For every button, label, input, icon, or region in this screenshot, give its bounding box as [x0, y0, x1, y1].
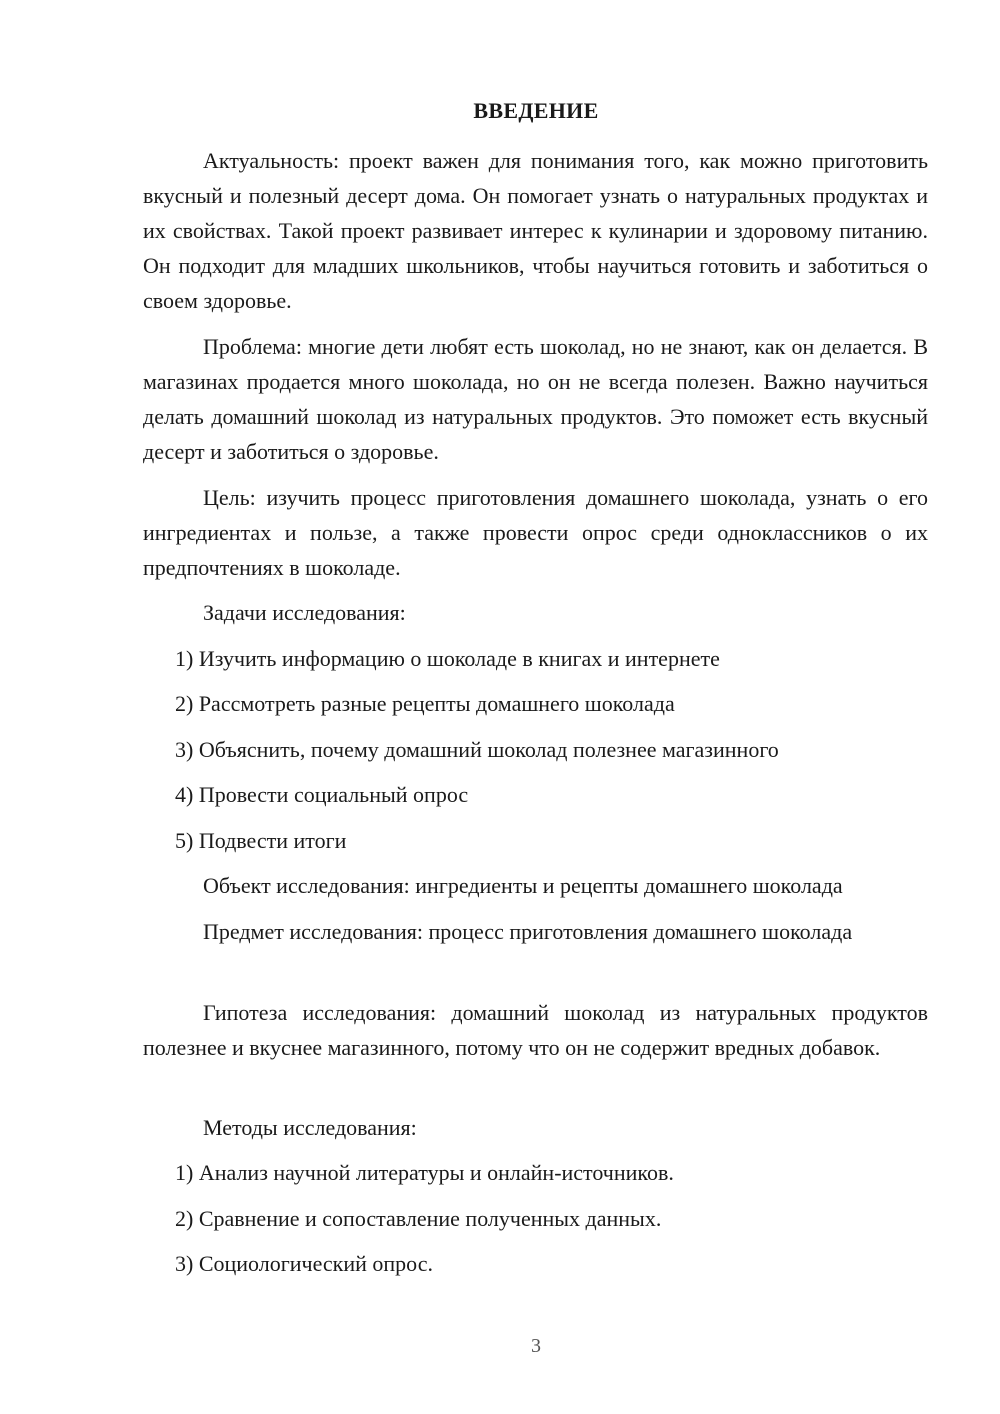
method-item: 1) Анализ научной литературы и онлайн-источников.	[175, 1160, 674, 1185]
research-hypothesis: Гипотеза исследования: домашний шоколад из натуральных продуктов полезнее и вкуснее магазинного, потому что он не содержит вредных добавок.	[143, 1000, 928, 1060]
task-item: 5) Подвести итоги	[175, 828, 347, 853]
task-item: 1) Изучить информацию о шоколаде в книгах и интернете	[175, 646, 720, 671]
tasks-heading: Задачи исследования:	[203, 600, 406, 625]
goal-paragraph: Цель: изучить процесс приготовления домашнего шоколада, узнать о его ингредиентах и пользе, а также провести опрос среди одноклассников о их предпочтениях в шоколаде.	[143, 485, 928, 580]
relevance-paragraph: Актуальность: проект важен для понимания того, как можно приготовить вкусный и полезный десерт дома. Он помогает узнать о натуральных продуктах и их свойствах. Такой проект развивает интерес к кулинарии и здоровому питанию. Он подходит для младших школьников, чтобы научиться готовить и заботиться о своем здоровье.	[143, 148, 928, 313]
page-number: 3	[531, 1335, 541, 1357]
method-item: 3) Социологический опрос.	[175, 1251, 433, 1276]
page-title: ВВЕДЕНИЕ	[473, 98, 599, 123]
research-object: Объект исследования: ингредиенты и рецепты домашнего шоколада	[203, 873, 843, 898]
problem-paragraph: Проблема: многие дети любят есть шоколад, но не знают, как он делается. В магазинах продается много шоколада, но он не всегда полезен. Важно научиться делать домашний шоколад из натуральных продуктов. Это поможет есть вкусный десерт и заботиться о здоровье.	[143, 334, 928, 464]
task-item: 2) Рассмотреть разные рецепты домашнего шоколада	[175, 691, 675, 716]
methods-heading: Методы исследования:	[203, 1115, 417, 1140]
method-item: 2) Сравнение и сопоставление полученных данных.	[175, 1206, 662, 1231]
research-subject: Предмет исследования: процесс приготовления домашнего шоколада	[203, 919, 853, 944]
task-item: 4) Провести социальный опрос	[175, 782, 469, 807]
task-item: 3) Объяснить, почему домашний шоколад полезнее магазинного	[175, 737, 779, 762]
